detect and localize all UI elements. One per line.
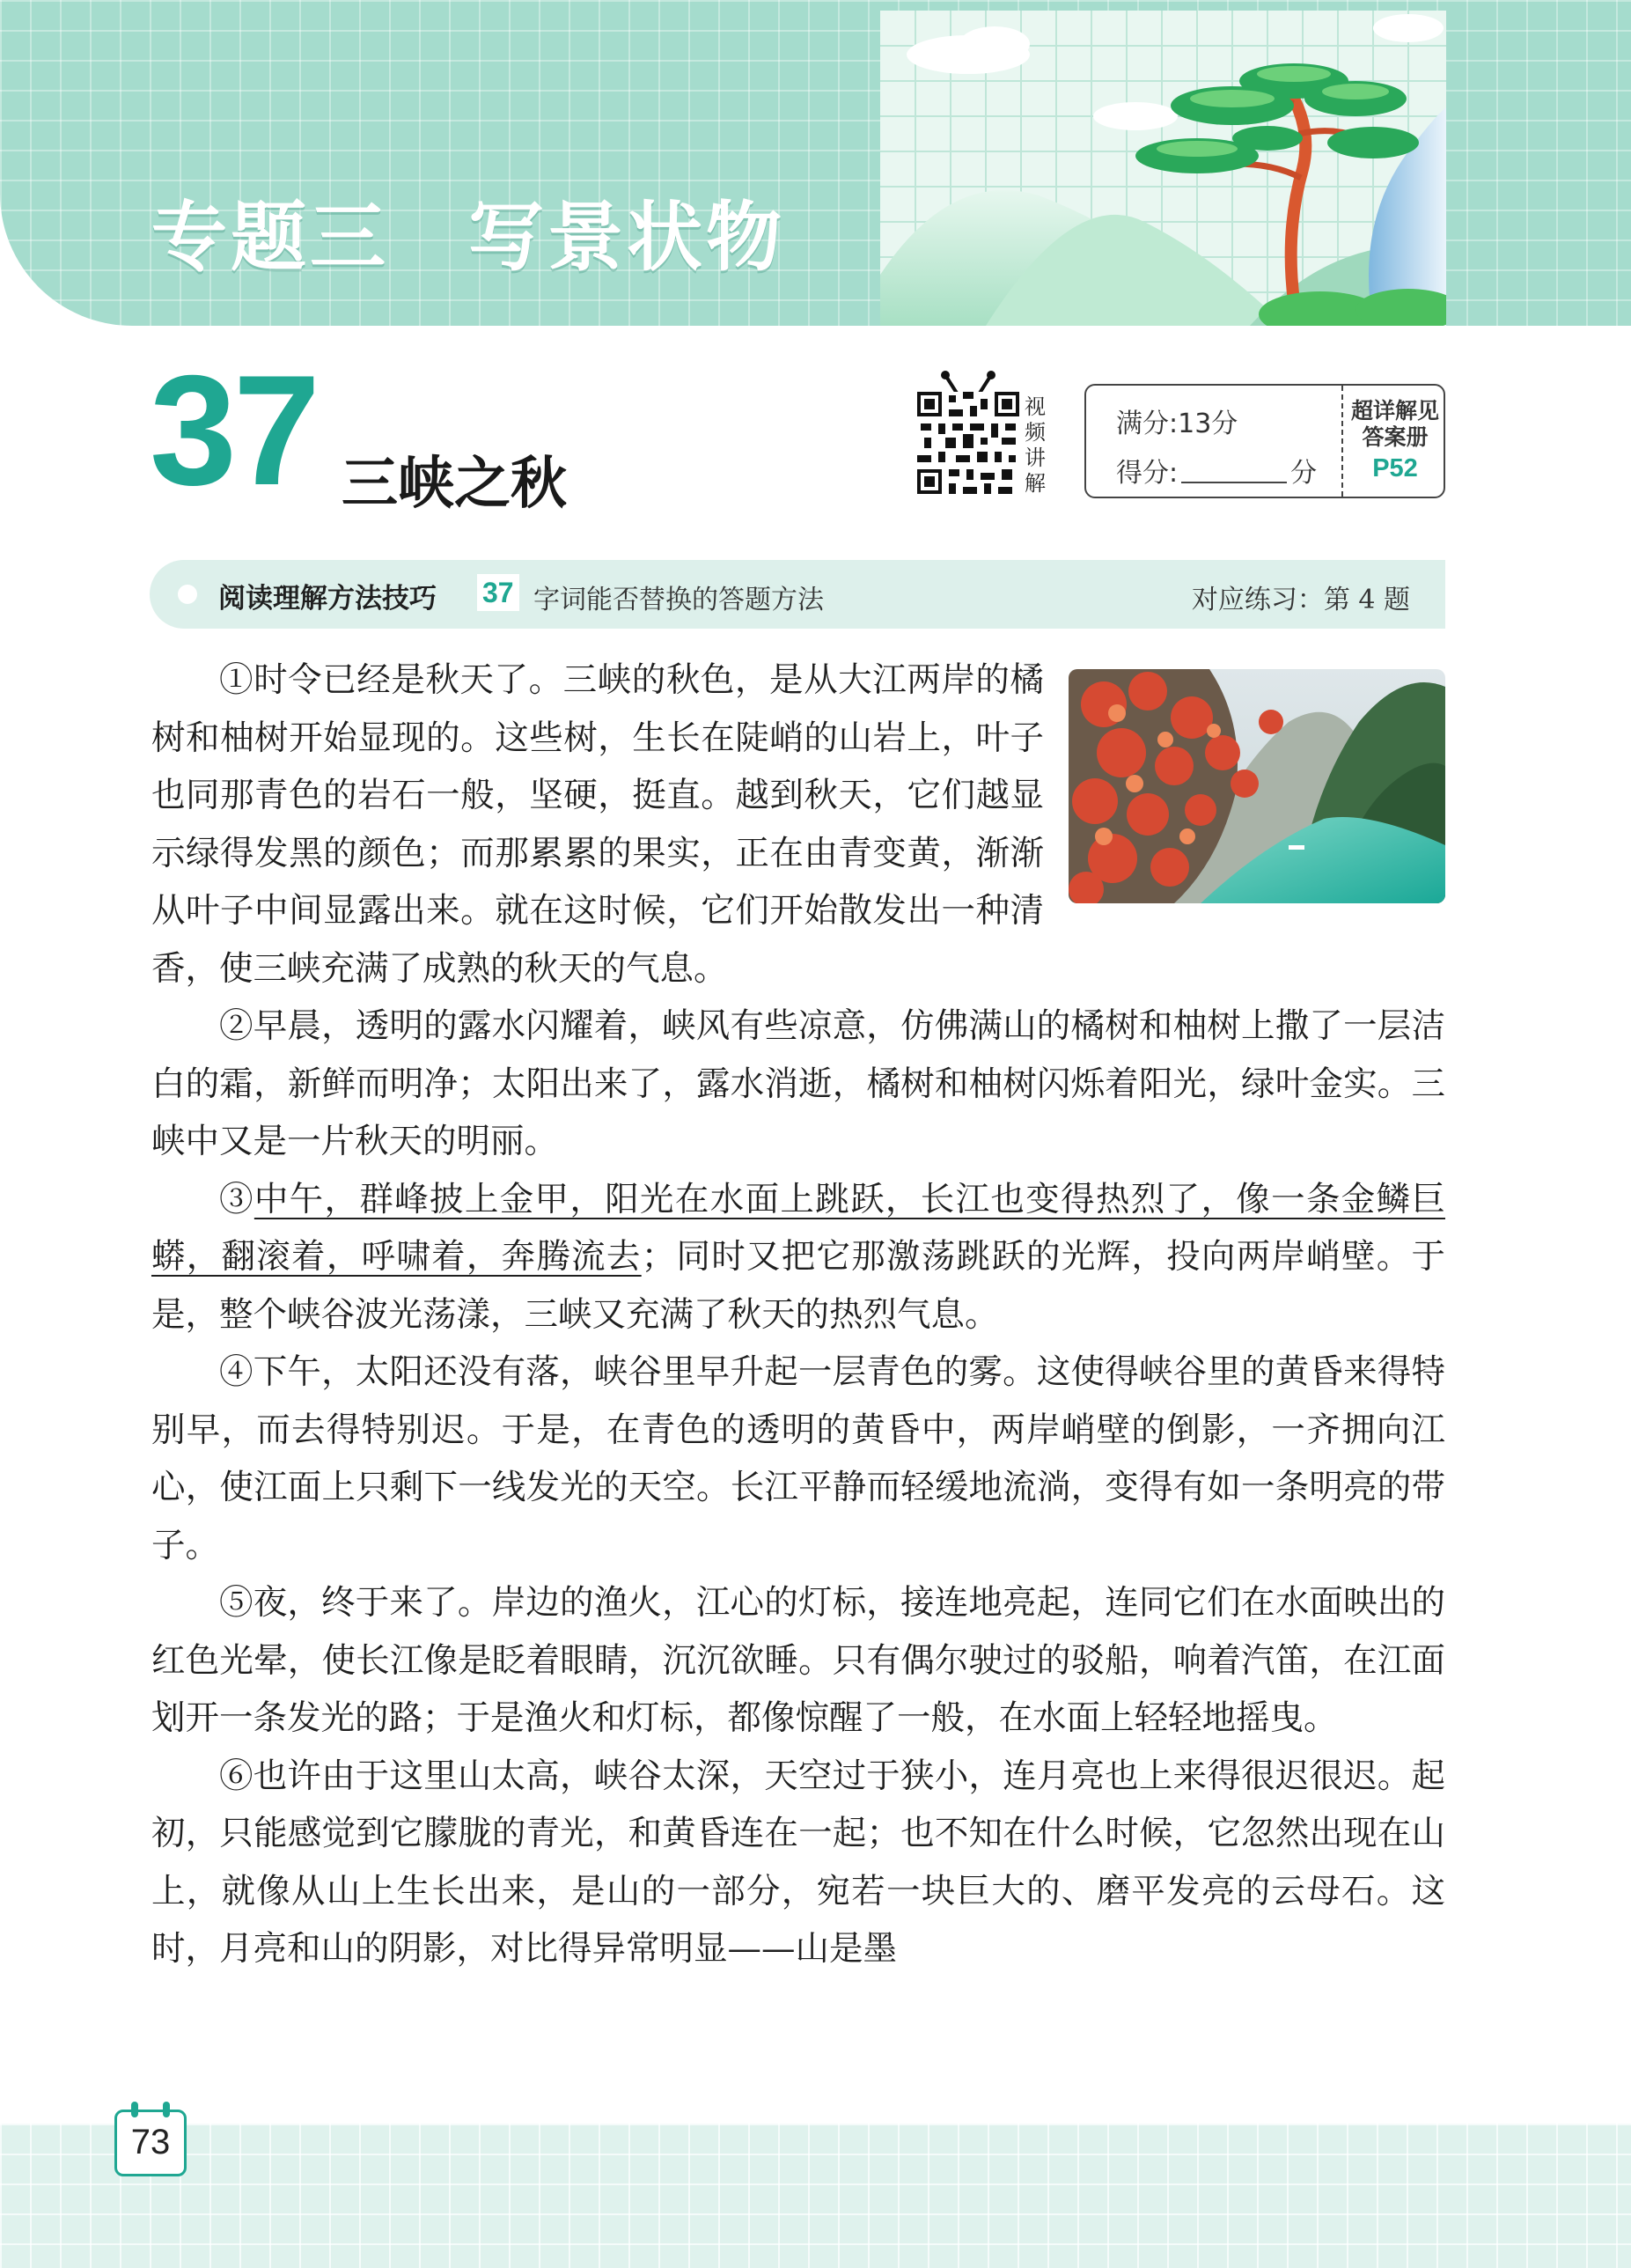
full-score: 满分:13分 — [1116, 409, 1238, 439]
underlined-sentence: 中午，群峰披上金甲，阳光在水面上跳跃，长江也变得热烈了，像一条金鳞巨蟒，翻滚着，呼啸着，奔腾流去 — [151, 1179, 1445, 1277]
bullet-dot-icon — [178, 585, 197, 604]
section-title-number: 专题三 — [151, 194, 389, 282]
three-gorges-photo — [1069, 669, 1445, 903]
paragraph-5: ⑤夜，终于来了。岸边的渔火，江心的灯标，接连地亮起，连同它们在水面映出的红色光晕，使长江像是眨着眼睛，沉沉欲睡。只有偶尔驶过的驳船，响着汽笛，在江面划开一条发光的路；于是渔火和灯标，都像惊醒了一般，在水面上轻轻地摇曳。 — [151, 1583, 1445, 1738]
exercise-reference: 对应练习：第 4 题 — [1191, 585, 1410, 615]
paragraph-4: ④下午，太阳还没有落，峡谷里早升起一层青色的雾。这使得峡谷里的黄昏来得特别早，而去得特别迟。于是，在青色的透明的黄昏中，两岸峭壁的倒影，一齐拥向江心，使江面上只剩下一线发光的天空。长江平静而轻缓地流淌，变得有如一条明亮的带子。 — [151, 1352, 1445, 1565]
score-field — [1116, 451, 1317, 490]
answer-note: 超详解见 答案册 — [1350, 398, 1439, 450]
answer-page-ref: P52 — [1372, 454, 1418, 482]
calendar-ring-icon — [131, 2102, 138, 2117]
score-divider — [1341, 386, 1343, 497]
score-box — [1084, 384, 1445, 498]
score-unit: 分 — [1290, 458, 1318, 489]
paragraph-1: ①时令已经是秋天了。三峡的秋色，是从大江两岸的橘树和柚树开始显现的。这些树，生长在陡峭的山岩上，叶子也同那青色的岩石一般，坚硬，挺直。越到秋天，它们越显示绿得发黑的颜色；而那累累的果实，正在由青变黄，渐渐从叶子中间显露出来。就在这时候，它们开始散发出一种清香，使三峡充满了成熟的秋天的气息。 — [151, 660, 1044, 989]
header-banner — [0, 0, 1631, 326]
paragraph-3 — [151, 1171, 1445, 1344]
page-number: 73 — [130, 2123, 171, 2161]
landscape-illustration — [880, 11, 1446, 326]
paragraph-2: ②早晨，透明的露水闪耀着，峡风有些凉意，仿佛满山的橘树和柚树上撒了一层洁白的霜，新鲜而明净；太阳出来了，露水消逝，橘树和柚树闪烁着阳光，绿叶金实。三峡中又是一片秋天的明丽。 — [151, 1006, 1445, 1161]
score-blank[interactable] — [1181, 457, 1287, 483]
video-explanation-label[interactable]: 视 频 讲 解 — [1025, 394, 1046, 496]
method-description: 字词能否替换的答题方法 — [533, 585, 824, 615]
qr-code-icon[interactable] — [917, 392, 1019, 494]
method-number: 37 — [477, 574, 519, 611]
score-label: 得分: — [1116, 458, 1179, 489]
section-title-theme: 写景状物 — [468, 194, 785, 282]
paragraph-3-number: ③ — [219, 1179, 254, 1219]
method-tip-bar — [150, 560, 1445, 629]
paragraph-6: ⑥也许由于这里山太高，峡谷太深，天空过于狭小，连月亮也上来得很迟很迟。起初，只能感觉到它朦胧的青光，和黄昏连在一起；也不知在什么时候，它忽然出现在山上，就像从山上生长出来，是山的一部分，宛若一块巨大的、磨平发亮的云母石。这时，月亮和山的阴影，对比得异常明显——山是墨 — [151, 1756, 1445, 1969]
article-body — [151, 652, 1445, 1978]
method-label: 阅读理解方法技巧 — [218, 583, 437, 615]
page-number-badge — [114, 2110, 187, 2176]
paragraph-3-rest: ；同时又把它那激荡跳跃的光辉，投向两岸峭壁。于是，整个峡谷波光荡漾，三峡又充满了秋天的热烈气息。 — [151, 1237, 1445, 1335]
calendar-ring-icon — [163, 2102, 170, 2117]
lesson-title: 三峡之秋 — [342, 452, 567, 517]
section-title — [151, 176, 785, 285]
footer-band — [0, 2124, 1631, 2268]
lesson-number: 37 — [150, 342, 317, 518]
